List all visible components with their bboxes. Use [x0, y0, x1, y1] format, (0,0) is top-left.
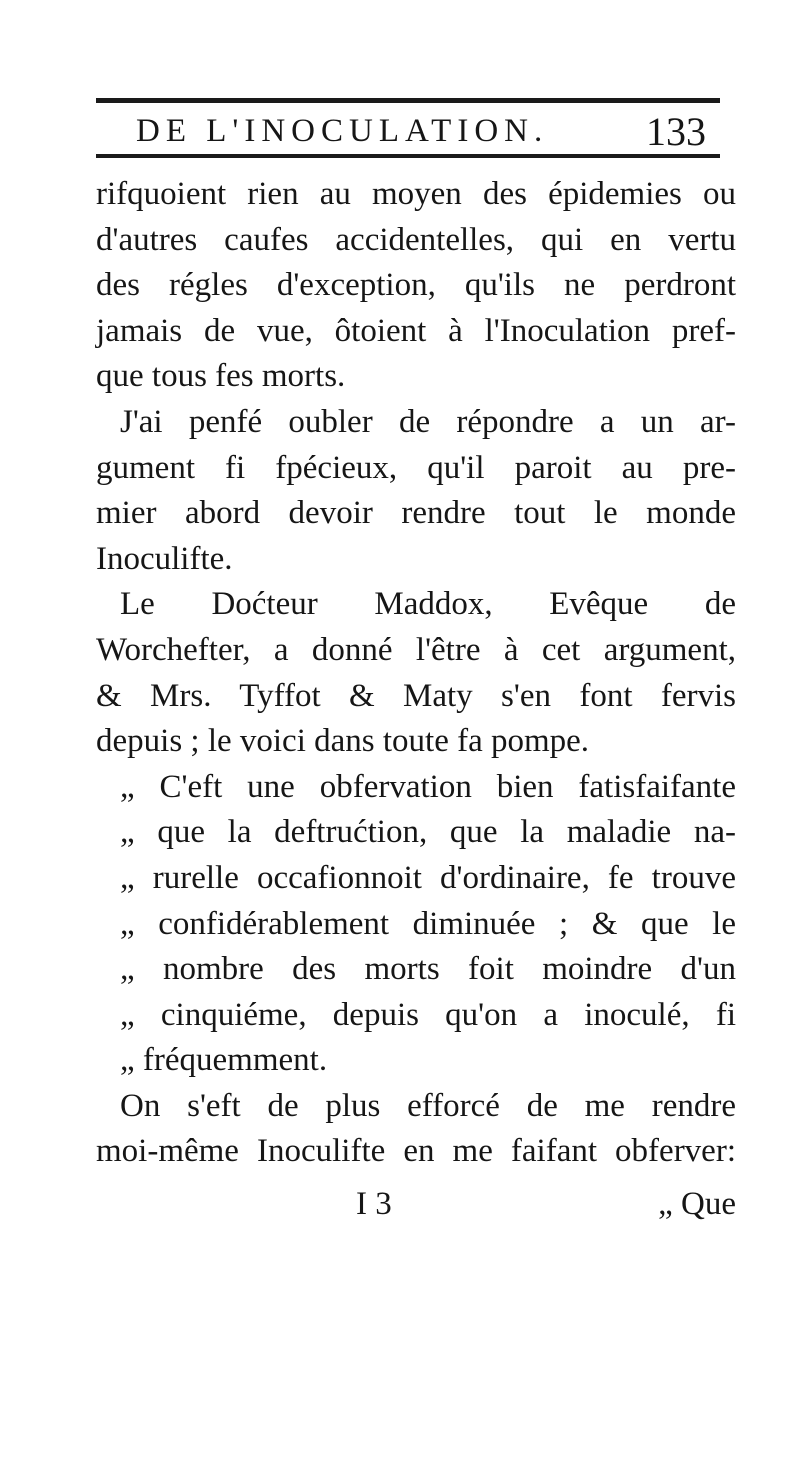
text-line: d'autres caufes accidentelles, qui en vertu: [96, 221, 736, 258]
text-line: J'ai penfé oubler de répondre a un ar-: [120, 403, 736, 440]
running-title: DE L'INOCULATION.: [136, 113, 549, 149]
text-line: que tous fes morts.: [96, 358, 346, 395]
quote-line: „ fréquemment.: [120, 1042, 328, 1079]
quote-line: „ nombre des morts foit moindre d'un: [120, 951, 736, 988]
quote-line: „ confidérablement diminuée ; & que le: [120, 905, 736, 942]
signature-mark: I 3: [356, 1186, 392, 1222]
page-number: 133: [646, 109, 706, 154]
page-footer: [96, 1182, 736, 1227]
quote-line: „ C'eft une obfervation bien fatisfaifante: [120, 768, 736, 805]
text-line: jamais de vue, ôtoient à l'Inoculation pref-: [96, 312, 736, 349]
catchword: „ Que: [658, 1186, 736, 1222]
text-line: Worchefter, a donné l'être à cet argument,: [96, 631, 736, 668]
quote-line: „ que la deftrućtion, que la maladie na-: [120, 814, 736, 851]
text-line: Le Doćteur Maddox, Evêque de: [120, 586, 736, 623]
header-rule-top: [96, 98, 720, 103]
quote-line: „ cinquiéme, depuis qu'on a inoculé, fi: [120, 996, 736, 1033]
text-line: gument fi fpécieux, qu'il paroit au pre-: [96, 449, 736, 486]
running-head: [96, 110, 720, 154]
text-line: des régles d'exception, qu'ils ne perdront: [96, 267, 736, 304]
body-text: [96, 172, 736, 1175]
text-line: mier abord devoir rendre tout le monde: [96, 495, 736, 532]
text-line: On s'eft de plus efforcé de me rendre: [120, 1087, 736, 1124]
quote-line: „ rurelle occafionnoit d'ordinaire, fe trouve: [120, 859, 736, 896]
text-line: depuis ; le voici dans toute fa pompe.: [96, 723, 590, 760]
text-line: moi-même Inoculifte en me faifant obferver:: [96, 1133, 736, 1170]
text-line: Inoculifte.: [96, 540, 233, 577]
text-line: rifquoient rien au moyen des épidemies ou: [96, 176, 736, 212]
text-line: & Mrs. Tyffot & Maty s'en font fervis: [96, 677, 736, 714]
header-rule-bottom: [96, 154, 720, 158]
